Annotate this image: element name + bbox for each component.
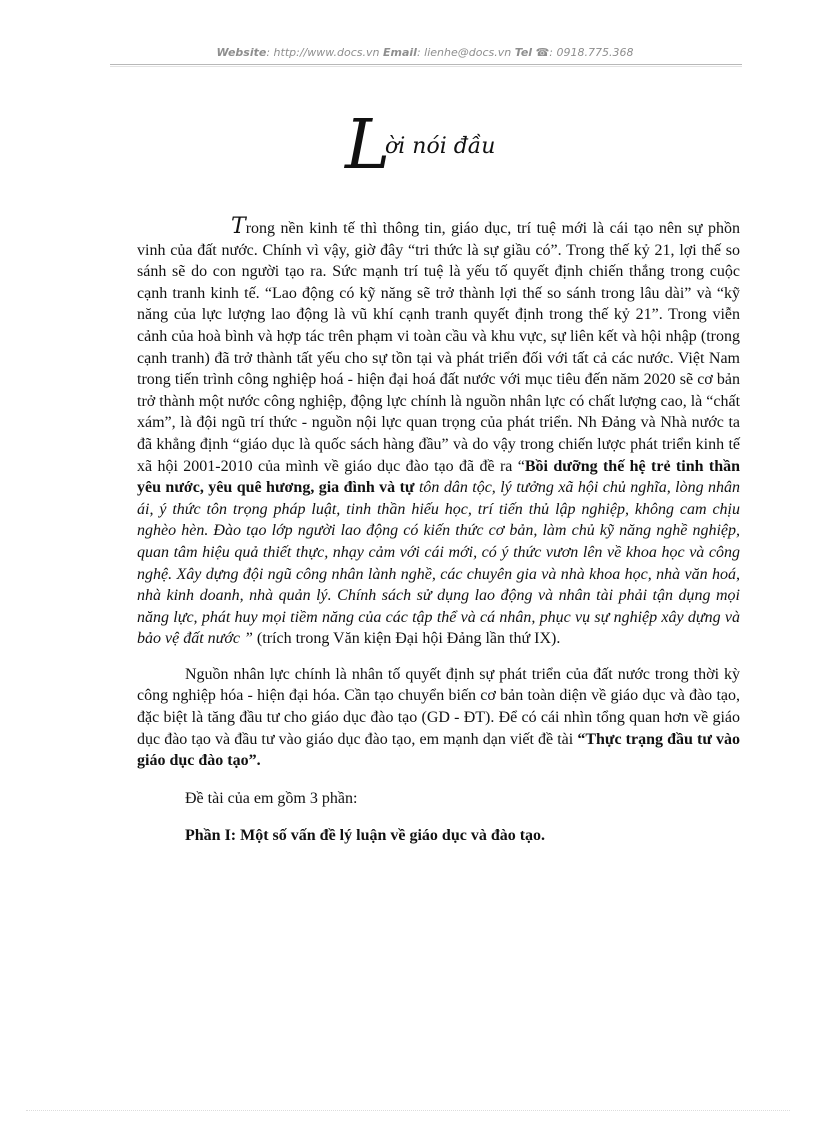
title-text: ời nói đầu — [385, 134, 496, 159]
website-url[interactable]: : http://www.docs.vn — [266, 46, 380, 59]
quote-bold-text: Bồi dưỡng thế hệ trẻ tinh thần yêu nước, yêu quê hương, gia đình và tự — [137, 457, 740, 497]
paragraph-drop-cap: T — [231, 214, 246, 239]
paragraph-human-resources-text: Nguồn nhân lực chính là nhân tố quyết định sự phát triển của đất nước trong thời kỳ công nghiệp hóa - hiện đại hóa. Cần tạo chuyển biến cơ bản toàn diện về giáo dục và đào tạo, đặc biệt là tăng đầu tư cho giáo dục đào tạo (GD - ĐT). Để có cái nhìn tổng quan hơn về giáo dục đào tạo và đầu tư vào giáo dục đào tạo, em mạnh dạn viết đề tài — [137, 665, 740, 748]
phone-icon: ☎ — [535, 46, 550, 59]
paragraph-structure: Đề tài của em gồm 3 phần: — [185, 789, 358, 807]
website-label: Website — [216, 46, 267, 59]
paragraph-intro — [137, 216, 740, 650]
header-divider — [110, 64, 742, 65]
header-divider-light — [110, 66, 742, 67]
page-header — [110, 46, 740, 59]
quote-italic-text: tôn dân tộc, lý tưởng xã hội chủ nghĩa, lòng nhân ái, ý thức tôn trọng pháp luật, tinh thần hiếu học, trí tiến thủ lập nghiệp, không cam chịu nghèo hèn. Đào tạo lớp người lao động có kiến thức cơ bản, làm chủ kỹ năng nghề nghiệp, quan tâm hiệu quả thiết thực, nhạy cảm với cái mới, có ý thức vươn lên về khoa học và công nghệ. Xây dựng đội ngũ công nhân lành nghề, các chuyên gia và nhà khoa học, nhà văn hoá, nhà kinh doanh, nhà quản lý. Chính sách sử dụng lao động và nhân tài phải tận dụng mọi năng lực, phát huy mọi tiềm năng của các tập thể và cá nhân, phục vụ sự nghiệp xây dựng và bảo vệ đất nước ” — [137, 479, 740, 648]
document-body — [137, 216, 740, 847]
part-one-heading — [137, 825, 740, 847]
part-one-text: Phần I: Một số vấn đề lý luận về giáo dục và đào tạo. — [185, 827, 546, 845]
page-title — [345, 106, 585, 192]
title-drop-cap: L — [345, 106, 391, 185]
citation-text: (trích trong Văn kiện Đại hội Đảng lần thứ IX). — [252, 630, 561, 648]
paragraph-human-resources — [137, 664, 740, 772]
paragraph-intro-text: rong nền kinh tế thì thông tin, giáo dục, trí tuệ mới là cái tạo nên sự phồn vinh của đất nước. Chính vì vậy, giờ đây “tri thức là sự giầu có”. Trong thế kỷ 21, lợi thế so sánh sẽ do con người tạo ra. Sức mạnh trí tuệ là yếu tố quyết định chiến thắng trong cuộc cạnh tranh kinh tế. “Lao động có kỹ năng sẽ trở thành lợi thế so sánh trong lâu dài” và “kỹ năng của lực lượng lao động là vũ khí cạnh tranh quyết định trong thế kỷ 21”. Trong viễn cảnh của hoà bình và hợp tác trên phạm vi toàn cầu và khu vực, sự liên kết và hội nhập (trong cạnh tranh) đã trở thành tất yếu cho sự tồn tại và phát triển đối với tất cả các nước. Việt Nam trong tiến trình công nghiệp hoá - hiện đại hoá đất nước với mục tiêu đến năm 2020 sẽ cơ bản trở thành một nước công nghiệp, động lực chính là nguồn nhân lực có chất lượng cao, là “chất xám”, là đội ngũ trí thức - nguồn nội lực quan trọng của phát triển. Nh Đảng và Nhà nước ta đã khẳng định “giáo dục là quốc sách hàng đầu” và do vậy trong chiến lược phát triển kinh tế xã hội 2001-2010 của mình về giáo dục đào tạo đã đề ra “ — [137, 220, 741, 475]
tel-label: Tel — [514, 46, 533, 59]
email-label: Email — [383, 46, 417, 59]
topic-title: “Thực trạng đầu tư vào giáo dục đào tạo”. — [137, 730, 741, 770]
tel-value: : 0918.775.368 — [549, 46, 634, 59]
footer-divider — [26, 1110, 790, 1111]
email-value[interactable]: : lienhe@docs.vn — [416, 46, 512, 59]
